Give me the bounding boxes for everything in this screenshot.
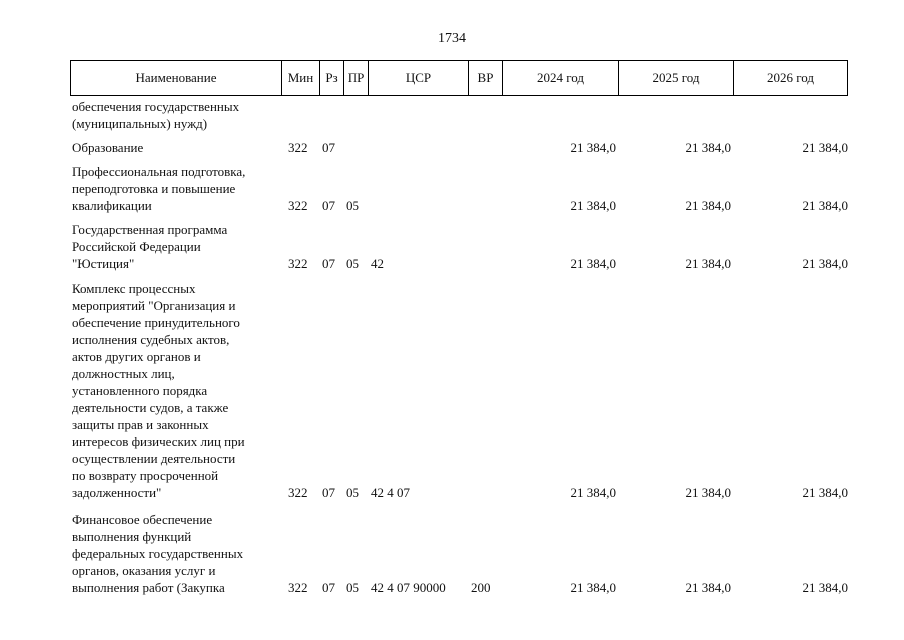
cell-min: 322 (288, 485, 308, 500)
header-pr: ПР (344, 61, 369, 95)
cell-vr: 200 (471, 580, 491, 595)
cell-rz: 07 (322, 256, 335, 271)
cell-2026: 21 384,0 (802, 256, 848, 271)
row-name: обеспечения государственных (муниципальных) нужд) (72, 99, 240, 131)
table-header (70, 60, 848, 96)
cell-csr: 42 4 07 (371, 485, 410, 500)
cell-rz: 07 (322, 580, 335, 595)
row-name: Финансовое обеспечение выполнения функций федеральных государственных органов, оказания услуг и выполнения работ (Закупка (72, 512, 244, 595)
table-row (70, 511, 848, 596)
cell-csr: 42 4 07 90000 (371, 580, 446, 595)
cell-min: 322 (288, 256, 308, 271)
cell-2025: 21 384,0 (685, 485, 731, 500)
header-2025: 2025 год (619, 61, 734, 95)
cell-2026: 21 384,0 (802, 580, 848, 595)
cell-2026: 21 384,0 (802, 140, 848, 155)
row-name: Профессиональная подготовка, переподготовка и повышение квалификации (72, 164, 246, 213)
cell-pr: 05 (346, 485, 359, 500)
cell-2024: 21 384,0 (570, 256, 616, 271)
cell-pr: 05 (346, 256, 359, 271)
cell-pr: 05 (346, 580, 359, 595)
table-row (70, 221, 848, 272)
cell-2024: 21 384,0 (570, 140, 616, 155)
row-name: Комплекс процессных мероприятий "Организация и обеспечение принудительного исполнения судебных актов, актов других органов и должностных лиц, установленного порядка деятельности судов, а также защиты прав и законных интересов физических лиц при осуществлении деятельности по возврату просроченной задолженности" (72, 281, 245, 500)
row-name: Образование (72, 140, 144, 155)
header-vr: ВР (469, 61, 503, 95)
cell-rz: 07 (322, 485, 335, 500)
table-row (70, 280, 848, 501)
cell-2025: 21 384,0 (685, 198, 731, 213)
cell-min: 322 (288, 140, 308, 155)
cell-rz: 07 (322, 198, 335, 213)
cell-2024: 21 384,0 (570, 580, 616, 595)
header-2026: 2026 год (767, 70, 814, 85)
cell-2026: 21 384,0 (802, 485, 848, 500)
header-name: Наименование (71, 61, 282, 95)
page-number: 1734 (438, 31, 466, 46)
cell-pr: 05 (346, 198, 359, 213)
cell-2024: 21 384,0 (570, 198, 616, 213)
cell-2025: 21 384,0 (685, 580, 731, 595)
header-min: Мин (282, 61, 320, 95)
header-rz: Рз (320, 61, 344, 95)
cell-2024: 21 384,0 (570, 485, 616, 500)
row-name: Государственная программа Российской Федерации "Юстиция" (72, 222, 228, 271)
cell-rz: 07 (322, 140, 335, 155)
cell-min: 322 (288, 198, 308, 213)
cell-2026: 21 384,0 (802, 198, 848, 213)
table-row (70, 139, 848, 156)
cell-2025: 21 384,0 (685, 256, 731, 271)
header-csr: ЦСР (369, 61, 469, 95)
cell-2025: 21 384,0 (685, 140, 731, 155)
table-row (70, 98, 848, 132)
table-row (70, 163, 848, 214)
cell-csr: 42 (371, 256, 384, 271)
header-2024: 2024 год (503, 61, 619, 95)
cell-min: 322 (288, 580, 308, 595)
